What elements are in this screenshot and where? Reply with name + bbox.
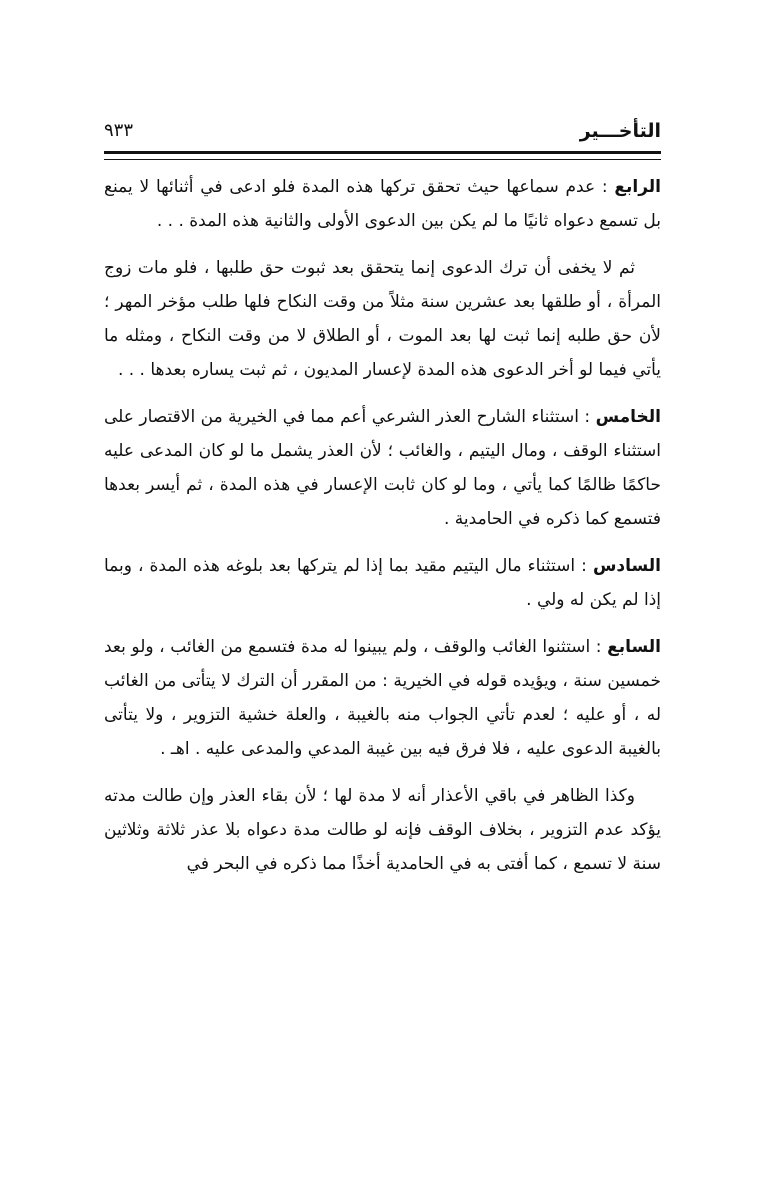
paragraph-text: : استثناء الشارح العذر الشرعي أعم مما في الخيرية من الاقتصار على استثناء الوقف ، ومال اليتيم ، والغائب ؛ لأن العذر يشمل ما لو كان المدعى عليه حاكمًا ظالمًا كما يأتي ، وما لو كان ثابت الإعسار في هذه المدة ، ثم أيسر بعدها فتسمع كما ذكره في الحامدية . (104, 407, 661, 529)
paragraph-note (104, 251, 661, 387)
paragraph-lead: السابع (607, 637, 661, 657)
paragraph-text: وكذا الظاهر في باقي الأعذار أنه لا مدة لها ؛ لأن بقاء العذر وإن طالت مدته يؤكد عدم التزوير ، بخلاف الوقف فإنه لو طالت مدة دعواه بلا عذر ثلاثة وثلاثين سنة لا تسمع ، كما أفتى به في الحامدية أخذًا مما ذكره في البحر في (104, 786, 661, 874)
paragraph-text: : استثنوا الغائب والوقف ، ولم يبينوا له مدة فتسمع من الغائب ، ولو بعد خمسين سنة ، ويؤيده قوله في الخيرية : من المقرر أن الترك لا يتأتى من الغائب له ، أو عليه ؛ لعدم تأتي الجواب منه بالغيبة ، والعلة خشية التزوير ، ولا يتأتى بالغيبة الدعوى عليه ، فلا فرق فيه بين غيبة المدعي والمدعى عليه . اهـ . (104, 637, 661, 759)
paragraph-conclusion (104, 779, 661, 881)
page-number: ٩٣٣ (104, 120, 134, 141)
paragraph-sixth (104, 549, 661, 617)
paragraph-lead: السادس (592, 556, 662, 576)
paragraph-seventh (104, 630, 661, 766)
paragraph-text: : استثناء مال اليتيم مقيد بما إذا لم يتركها بعد بلوغه هذه المدة ، وبما إذا لم يكن له ولي . (104, 556, 661, 610)
paragraph-lead: الخامس (595, 407, 662, 427)
paragraph-lead: الرابع (614, 177, 661, 197)
paragraph-text: ثم لا يخفى أن ترك الدعوى إنما يتحقق بعد ثبوت حق طلبها ، فلو مات زوج المرأة ، أو طلقها بعد عشرين سنة مثلاً من وقت النكاح فلها طلب مؤخر المهر ؛ لأن حق طلبه إنما ثبت لها بعد الموت ، أو الطلاق لا من وقت النكاح ، ومثله ما يأتي فيما لو أخر الدعوى هذه المدة لإعسار المديون ، ثم ثبت يساره بعدها . . . (104, 258, 661, 380)
body-text (104, 170, 661, 894)
page-header (104, 116, 661, 146)
header-rule-thick (104, 151, 661, 154)
paragraph-fifth (104, 400, 661, 536)
header-rule-thin (104, 159, 661, 160)
paragraph-text: : عدم سماعها حيث تحقق تركها هذه المدة فلو ادعى في أثنائها لا يمنع بل تسمع دعواه ثانيًا ما لم يكن بين الدعوى الأولى والثانية هذه المدة . . . (104, 177, 661, 231)
running-title: التأخـــير (579, 120, 661, 142)
paragraph-fourth (104, 170, 661, 238)
